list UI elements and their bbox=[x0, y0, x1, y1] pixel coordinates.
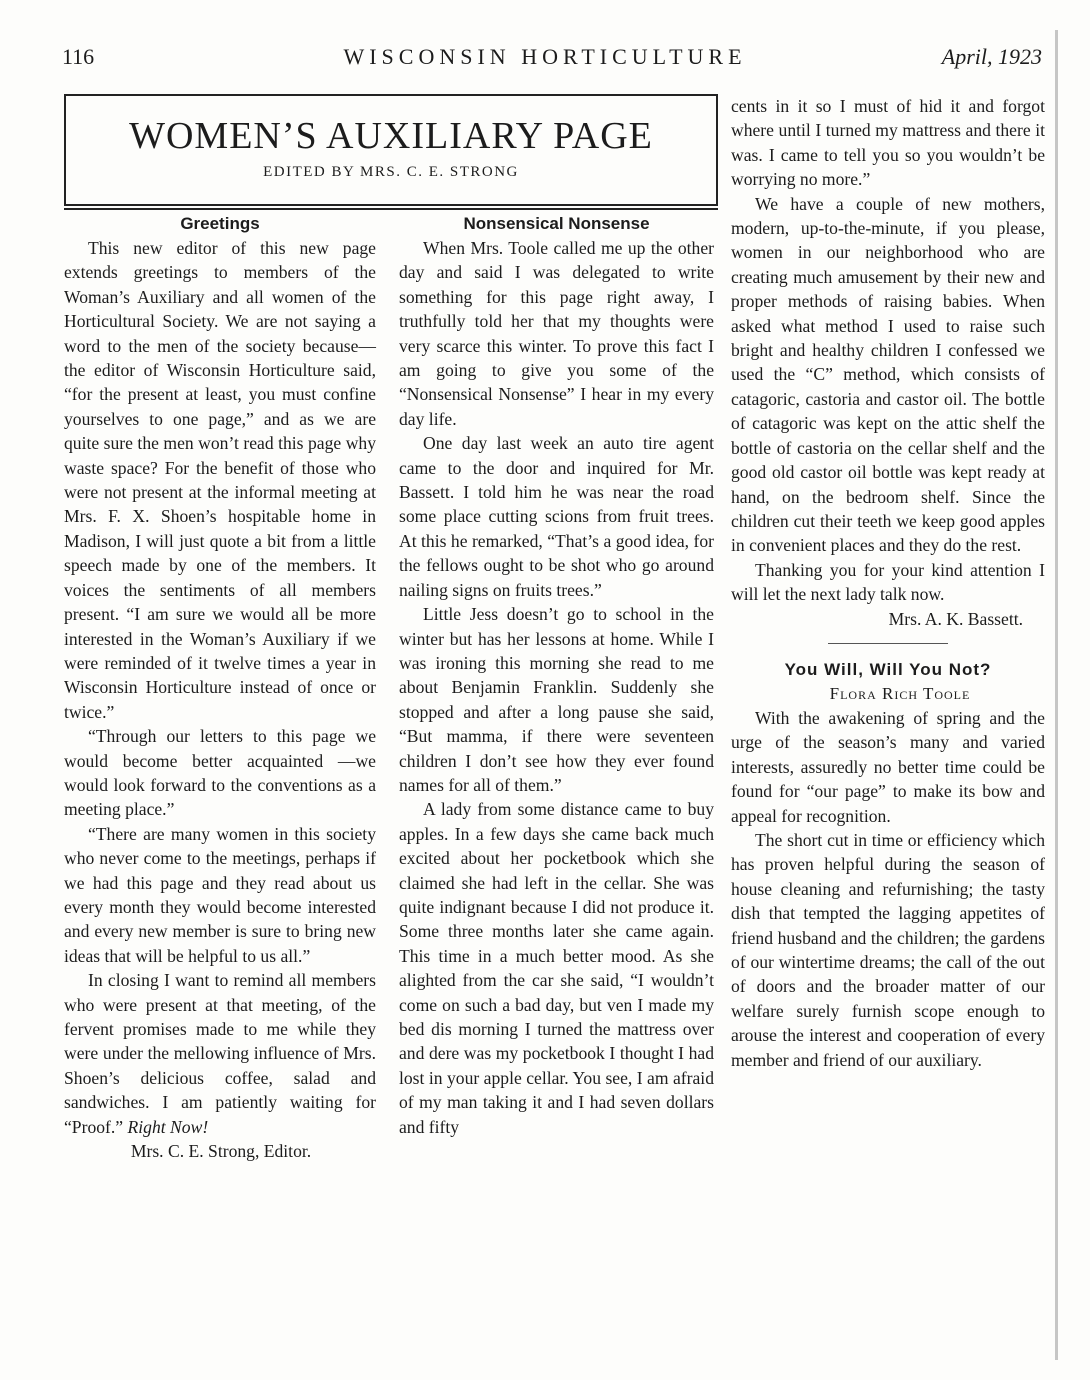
editor-line: EDITED BY MRS. C. E. STRONG bbox=[263, 164, 519, 180]
page-number: 116 bbox=[62, 44, 95, 69]
greetings-paragraph: “There are many women in this society who never come to the meetings, perhaps if we had this page and they read about us every month they would become interested and every new member is sure to bring new ideas that will be helpful to us all.” bbox=[64, 823, 376, 966]
column-nonsense bbox=[399, 212, 714, 1139]
scan-edge-line bbox=[1055, 30, 1058, 1360]
nonsense-paragraph: When Mrs. Toole called me up the other day and said I was delegated to write something for this page right away, I truthfully told her that my thoughts were very scarce this winter. To prove this fact I am going to give you some of the “Nonsensical Nonsense” I hear in my every day life. bbox=[399, 238, 714, 429]
title-box bbox=[64, 94, 718, 206]
you-will-byline: Flora Rich Toole bbox=[829, 683, 971, 703]
section-divider bbox=[828, 643, 948, 644]
nonsense-paragraph: Thanking you for your kind attention I will let the next lady talk now. bbox=[731, 559, 1045, 605]
you-will-paragraph: The short cut in time or efficiency which has proven helpful during the season of house cleaning and refurnishing; the tasty dish that tempted the lagging appetites of friend husband and the children; the gardens of our wintertime dreams; the call of the out of doors and the broader matter of our welfare surely furnish scope enough to arouse the interest and cooperation of every member and friend of our auxiliary. bbox=[731, 829, 1045, 1070]
nonsense-paragraph: A lady from some distance came to buy apples. In a few days she came back much excited about her pocketbook which she claimed she had left in the cellar. She was quite indignant because I did not produce it. Some three months later she came again. This time in a much better mood. As she alighted from the car she said, “I wouldn’t come on such a bad day, but ven I made my bed dis morning I turned the mattress over and dere was my pocketbook I thought I had lost in your apple cellar. You see, I am afraid of my man taking it and I had seven dollars and fifty bbox=[399, 799, 714, 1137]
column-right bbox=[731, 94, 1045, 1072]
greetings-paragraph: “Through our letters to this page we would become better acquainted —we would look forward to the conventions as a meeting place.” bbox=[64, 726, 376, 820]
column-greetings bbox=[64, 212, 376, 1163]
you-will-paragraph: With the awakening of spring and the urge of the season’s many and varied interests, assuredly no better time could be found for “our page” to make its bow and appeal for recognition. bbox=[731, 707, 1045, 826]
greetings-paragraph: This new editor of this new page extends greetings to members of the Woman’s Auxiliary and all women of the Horticultural Society. We are not saying a word to the men of the society because—the editor of Wisconsin Horticulture said, “for the present at least, you must confine yourselves to one page,” and as we are quite sure the men won’t read this page why waste space? For the benefit of those who were not present at the informal meeting at Mrs. F. X. Shoen’s hospitable home in Madison, I will just quote a bit from a little speech made by one of the members. It voices the sentiments of all members present. “I am sure we would all be more interested in the Woman’s Auxiliary if we were reminded of it twelve times a year in Wisconsin Horticulture instead of once or twice.” bbox=[64, 238, 376, 722]
greetings-signature: Mrs. C. E. Strong, Editor. bbox=[130, 1141, 312, 1162]
nonsense-paragraph: We have a couple of new mothers, modern, up-to-the-minute, if you please, women in our neighborhood who are creating much amusement by their new and proper methods of raising babies. When asked what method I used to raise such bright and healthy children I confessed we used the “C” method, which consists of catagoric, castoria and castor oil. The bottle of catagoric was kept on the attic shelf the bottle of castoria on the cellar shelf and the good old castor oil bottle was kept ready at hand, on the bedroom shelf. Since the children cut their teeth we keep good apples in convenient places and they do the rest. bbox=[731, 193, 1045, 556]
magazine-title: WISCONSIN HORTICULTURE bbox=[343, 44, 747, 69]
you-will-heading: You Will, Will You Not? bbox=[784, 659, 992, 679]
page-header bbox=[0, 44, 1090, 74]
greetings-heading: Greetings bbox=[180, 214, 260, 233]
nonsense-paragraph: Little Jess doesn’t go to school in the winter but has her lessons at home. While I was ironing this morning she read to me about Benjamin Franklin. Suddenly she stopped and after a long pause she said, “But mamma, if there were seventeen children I don’t see how they ever found names for all of them.” bbox=[399, 604, 714, 795]
nonsense-paragraph: One day last week an auto tire agent came to the door and inquired for Mr. Bassett. I told him he was near the road some place cutting scions from fruit trees. At this he remarked, “That’s a good idea, for the fellows ought to be shot who go around nailing signs on fruits trees.” bbox=[399, 433, 714, 600]
nonsense-continuation: cents in it so I must of hid it and forgot where until I turned my mattress and there it was. I came to tell you so you wouldn’t be worrying no more.” bbox=[731, 96, 1045, 190]
closing-text: In closing I want to remind all members who were present at that meeting, of the fervent promises made to me while they were under the mellowing influence of Mrs. Shoen’s delicious coffee, salad and sandwiches. I am patiently waiting for “Proof.” bbox=[64, 970, 376, 1137]
greetings-closing bbox=[64, 968, 376, 1139]
page-title: WOMEN’S AUXILIARY PAGE bbox=[129, 115, 653, 157]
nonsense-heading: Nonsensical Nonsense bbox=[463, 214, 650, 233]
nonsense-signature: Mrs. A. K. Bassett. bbox=[888, 608, 1023, 629]
closing-emphasis: Right Now! bbox=[127, 1116, 209, 1137]
issue-date: April, 1923 bbox=[941, 44, 1042, 69]
